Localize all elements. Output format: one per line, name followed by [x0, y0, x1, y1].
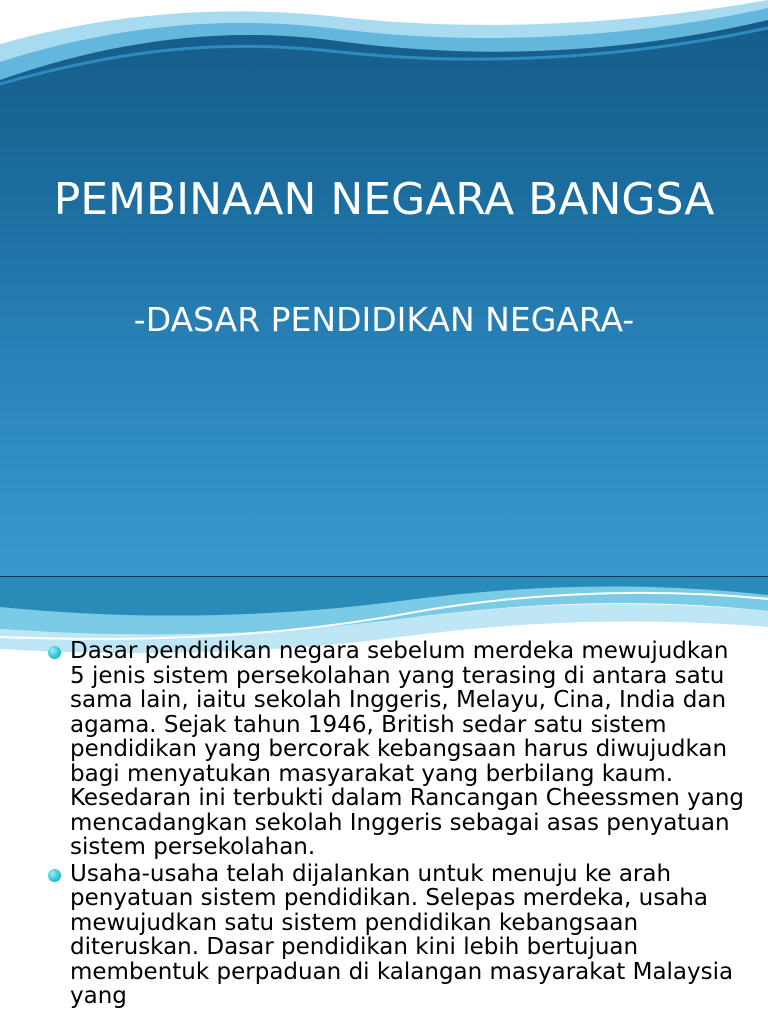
- bullet-dot-icon: [48, 646, 61, 659]
- wave-decoration: [0, 0, 768, 100]
- content-slide: [0, 577, 768, 1024]
- bullet-dot-icon: [48, 869, 61, 882]
- bullet-text: Dasar pendidikan negara sebelum merdeka mewujudkan 5 jenis sistem persekolahan yang terasing di antara satu sama lain, iaitu sekolah Inggeris, Melayu, Cina, India dan agama. Sejak tahun 1946, British sedar satu sistem pendidikan yang bercorak kebangsaan harus diwujudkan bagi menyatukan masyarakat yang berbilang kaum. Kesedaran ini terbukti dalam Rancangan Cheessmen yang mencadangkan sekolah Inggeris sebagai asas penyatuan sistem persekolahan.: [70, 638, 745, 860]
- slide-subtitle: -DASAR PENDIDIKAN NEGARA-: [133, 300, 635, 339]
- bullet-text: Usaha-usaha telah dijalankan untuk menuju ke arah penyatuan sistem pendidikan. Selepas merdeka, usaha mewujudkan satu sistem pendidikan kebangsaan diteruskan. Dasar pendidikan kini lebih bertujuan membentuk perpaduan di kalangan masyarakat Malaysia yang: [70, 860, 734, 1009]
- bullet-list: [46, 639, 746, 1011]
- slide-title: PEMBINAAN NEGARA BANGSA: [53, 174, 715, 225]
- bullet-item: [46, 862, 746, 1009]
- bullet-item: [46, 639, 746, 860]
